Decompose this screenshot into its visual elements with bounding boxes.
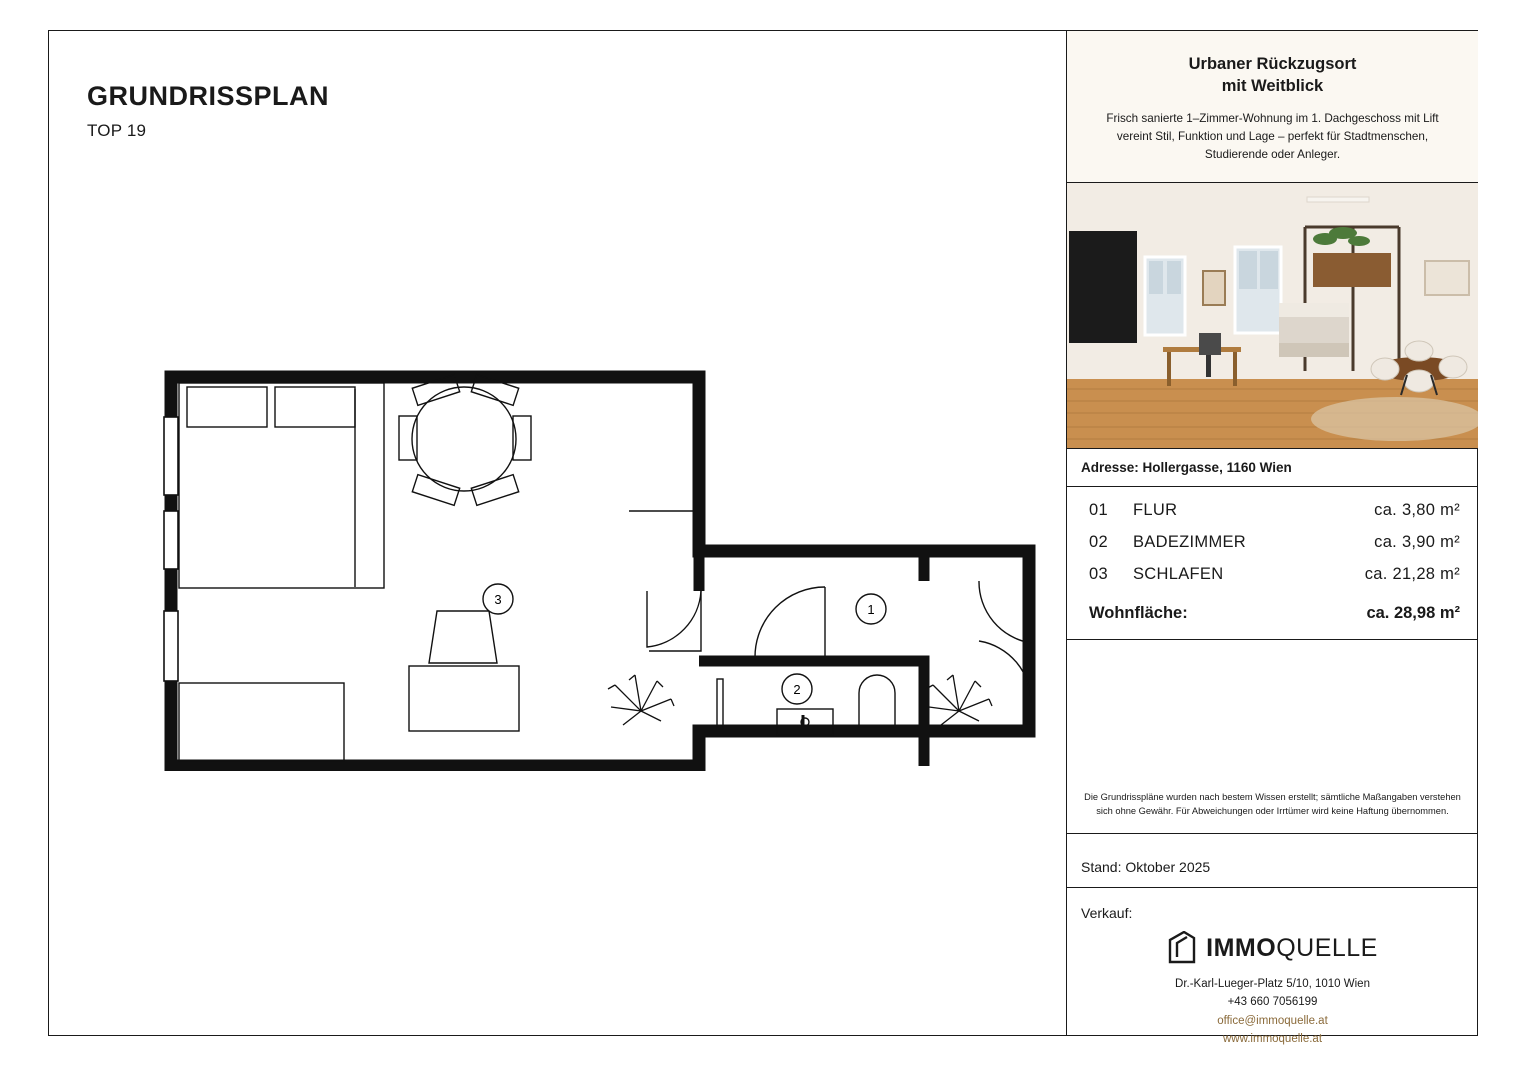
svg-text:2: 2 [793,682,801,697]
headline-block [1067,31,1478,183]
logo-text-bold: IMMO [1206,933,1277,962]
room-schedule [1067,487,1478,640]
table-row [1081,565,1464,584]
room-name: FLUR [1133,500,1178,519]
unit-label: TOP 19 [87,121,147,140]
logo-text [1206,934,1378,963]
company-logo [1081,931,1464,965]
seller-label: Verkauf: [1081,905,1133,921]
contact-website[interactable]: www.immoquelle.at [1222,1033,1323,1046]
svg-text:3: 3 [494,592,502,607]
room-marker-3 [483,584,513,614]
logo-text-light: QUELLE [1276,933,1378,962]
seller-block [1067,893,1478,1049]
room-area: ca. 21,28 m² [1364,564,1460,583]
revision-date: Stand: Oktober 2025 [1067,847,1478,888]
room-marker-1 [856,594,886,624]
contact-block [1081,975,1464,1049]
headline-secondary: mit Weitblick [1221,77,1324,96]
room-number: 02 [1089,532,1108,551]
contact-address: Dr.-Karl-Lueger-Platz 5/10, 1010 Wien [1175,978,1370,990]
headline-primary: Urbaner Rückzugsort [1188,55,1357,73]
immoquelle-mark-icon [1167,931,1197,965]
property-description: Frisch sanierte 1–Zimmer-Wohnung im 1. Dachgeschoss mit Lift vereint Stil, Funktion und Lage – perfekt für Stadtmenschen, Studierende oder Anleger. [1106,111,1439,161]
floorplan-panel [49,31,1067,1035]
plan-sheet [48,30,1478,1046]
page-title: GRUNDRISSPLAN [87,81,330,111]
interior-photo-illustration [1067,183,1478,448]
total-area-value: ca. 28,98 m² [1366,603,1460,622]
floorplan-drawing [69,311,1049,771]
room-area: ca. 3,90 m² [1374,532,1460,551]
svg-text:1: 1 [867,602,875,617]
room-name: SCHLAFEN [1133,564,1224,583]
room-name: BADEZIMMER [1133,532,1247,551]
room-area: ca. 3,80 m² [1374,500,1460,519]
total-area-label: Wohnfläche: [1089,603,1188,622]
contact-phone: +43 660 7056199 [1227,996,1318,1009]
table-row [1081,533,1464,552]
info-panel [1067,31,1478,1046]
table-row [1081,501,1464,520]
address-row: Adresse: Hollergasse, 1160 Wien [1067,449,1478,487]
disclaimer-text: Die Grundrisspläne wurden nach bestem Wissen erstellt; sämtliche Maßangaben verstehen sich ohne Gewähr. Für Abweichungen oder Irrtümer wird keine Haftung übernommen. [1067,791,1478,834]
room-marker-2 [782,674,812,704]
interior-photo [1067,183,1478,449]
contact-email[interactable]: office@immoquelle.at [1217,1014,1328,1027]
room-number: 01 [1089,500,1108,519]
total-area-row [1081,604,1464,623]
room-number: 03 [1089,564,1108,583]
